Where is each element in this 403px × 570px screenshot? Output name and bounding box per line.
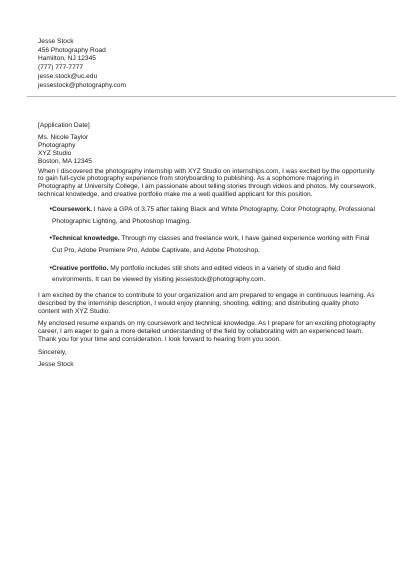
portfolio-title: Creative portfolio. — [52, 264, 109, 272]
list-item-coursework — [49, 204, 378, 227]
sender-email: jesse.stock@uc.edu — [38, 72, 98, 80]
sender-street: 456 Photography Road — [38, 46, 106, 54]
sender-city: Hamilton, NJ 12345 — [38, 55, 96, 63]
coursework-title: Coursework. — [52, 206, 92, 214]
portfolio-text: My portfolio includes still shots and edited videos in a variety of studio and field environments. It can be viewed by visiting jessestock@photography.com. — [52, 264, 341, 284]
sender-email-secondary: jessestock@photography.com — [38, 81, 126, 89]
bullet-icon: • — [49, 235, 52, 243]
sender-phone: (777) 777-7777 — [38, 64, 84, 72]
closing-salutation: Sincerely, — [38, 348, 67, 356]
bullet-icon: • — [49, 206, 52, 214]
letter-body — [38, 122, 378, 369]
recipient-company: XYZ Studio — [38, 150, 72, 158]
signature-name: Jesse Stock — [38, 360, 74, 368]
recipient-name: Ms. Nicole Taylor — [38, 134, 89, 142]
resume-paragraph: My enclosed resume expands on my coursework and technical knowledge. As I prepare for an exciting photography career, I am eager to gain a more detailed understanding of the field by collaborating with an experienced team. Thank you for your time and consideration. I look forward to hearing from you soon. — [38, 320, 376, 344]
intro-paragraph: When I discovered the photography internship with XYZ Studio on internships.com, I was excited by the opportunity to gain full-cycle photography experience from storyboarding to publishing. As a sophomore majoring in Photography at University College, I am passionate about telling stories through videos and photos. My coursework, technical knowledge, and creative portfolio make me a well qualified applicant for this position. — [38, 167, 376, 199]
list-item-portfolio — [49, 263, 378, 286]
application-date: [Application Date] — [38, 122, 90, 129]
header-divider — [27, 96, 396, 97]
qualifications-list — [49, 204, 378, 285]
bullet-icon: • — [49, 264, 52, 272]
contribute-paragraph: I am excited by the chance to contribute to your organization and am prepared to engage in continuous learning. As described by the internship description, I would enjoy planning, shooting, editing, and distributing quality photo content with XYZ Studio. — [38, 292, 375, 315]
list-item-technical — [49, 233, 378, 256]
coursework-text: I have a GPA of 3.75 after taking Black and White Photography, Color Photography, Professional Photographic Lighting, and Photoshop Imaging. — [52, 206, 375, 225]
sender-name: Jesse Stock — [38, 38, 74, 45]
technical-text: Through my classes and freelance work, I have gained experience working with Final Cut Pro, Adobe Premiere Pro, Adobe Captivate, and Adobe Photoshop. — [52, 235, 370, 254]
recipient-city: Boston, MA 12345 — [38, 158, 92, 166]
sender-address-block — [38, 38, 126, 90]
recipient-department: Photography — [38, 142, 76, 150]
recipient-address-block — [38, 134, 378, 166]
technical-title: Technical knowledge. — [52, 235, 120, 243]
